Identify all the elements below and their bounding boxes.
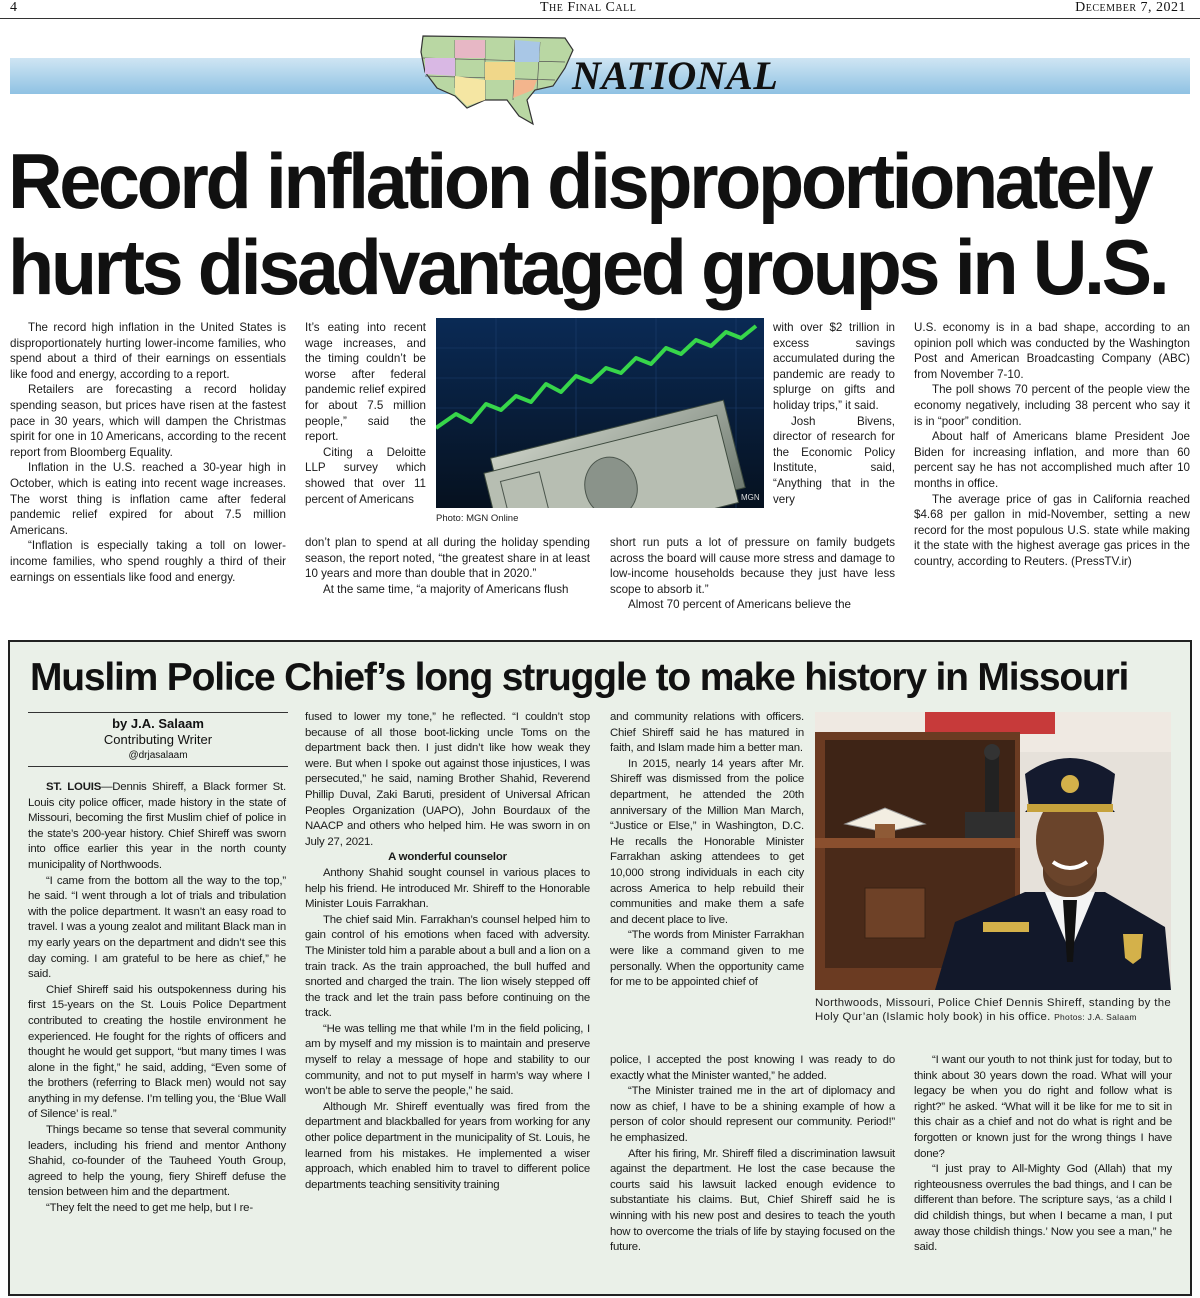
paragraph: “The Minister trained me in the art of diplomacy and now as chief, I have to be a shining example of how a person of color should represent our community. Period!” he emphasized. [610,1085,895,1144]
paragraph: “I want our youth to not think just for today, but to think about 30 years down the road. What will your legacy be when you do right and follow what is right?” he asked. “What will it be like for me to sit in this chair as a chief and not do what is right and be forgotten or known just for the wrong things I have done? [914,1054,1172,1160]
paragraph: “I just pray to All-Mighty God (Allah) that my righteousness overrules the bad things, and I can be different than before. The scripture says, ‘as a child I did childish things, but when I became a man, I put away those childish things.’ Now you see a man,” he said. [914,1163,1172,1254]
article2-column-3-top [610,710,804,991]
paragraph: “I came from the bottom all the way to the top,” he said. “I went through a lot of trials and tribulation with the police department. It wasn’t an easy road to travel. I was a young zealot and militant Black man in my early years on the department and didn’t see this day coming. I am grateful to be here as chief,” he said. [28,874,286,981]
inflation-chart-photo [436,318,764,508]
paragraph: Almost 70 percent of Americans believe the [628,598,851,612]
paragraph: It’s eating into recent wage increases, and the timing couldn’t be worse after federal pandemic relief expired for about 7.5 million people,” said the report. [305,321,426,444]
paragraph: Things became so tense that several community leaders, including his friend and mentor Anthony Shahid, co-founder of the Tauheed Youth Group, agreed to help the young, fiery Shireff defuse the tension between him and the department. [28,1124,286,1199]
paragraph: The average price of gas in California reached $4.68 per gallon in mid-November, setting a new record for the most populous U.S. state while making it the state with the highest average gas prices in the country, according to Reuters. (PressTV.ir) [914,492,1190,568]
paragraph-text: —Dennis Shireff, a Black former St. Louis city police officer, made history in the state of Missouri, becoming the first Muslim chief of police in the state’s 200-year history. Chief Shireff was sworn into office earlier this year in the north county municipality of Northwoods. [28,781,286,871]
article1-photo-credit: Photo: MGN Online [436,513,519,524]
paragraph: Josh Bivens, director of research for the Economic Policy Institute, said, “Anything that in the very [773,414,895,506]
byline-name: by J.A. Salaam [112,716,204,731]
paragraph: “He was telling me that while I’m in the field policing, I am by myself and my mission is to maintain and preserve myself to relay a message of hope and stability to our community, and not to put myself in harm’s way where I won’t be able to serve the people,” he said. [305,1022,590,1098]
byline-rule-bottom [28,766,288,767]
headline-line-2: hurts disadvantaged groups in U.S. [8,223,1167,311]
paragraph: Inflation in the U.S. reached a 30-year high in October, which is eating into recent wage increases. The worst thing is inflation came after federal pandemic relief expired for about 7.5 million Americans. [10,461,286,537]
paragraph: with over $2 trillion in excess savings accumulated during the pandemic are ready to splurge on gifts and holiday trips,” it said. [773,321,895,412]
byline-rule [28,712,288,713]
paragraph: In 2015, nearly 14 years after Mr. Shireff was dismissed from the police department, he attended the 20th anniversary of the Million Man March, “Justice or Else,” in Washington, D.C. He recalls the Honorable Minister Farrakhan asking attendees to get 10,000 strong individuals in each city across America to help rebuild their communities and make them a safe and decent place to live. [610,757,804,926]
svg-text:MGN: MGN [741,493,760,502]
article1-column-1 [10,320,286,585]
paragraph: “Inflation is especially taking a toll on lower-income families, who spend roughly a third of their earnings on essentials like food and energy. [10,539,286,584]
caption-credit: Photos: J.A. Salaam [1054,1012,1137,1022]
paragraph: police, I accepted the post knowing I was ready to do exactly what the Minister wanted,” he added. [610,1054,895,1082]
dateline: ST. LOUIS [46,781,102,793]
paragraph: Anthony Shahid sought counsel in various places to help his friend. He introduced Mr. Shireff to the Honorable Minister Louis Farrakhan. [305,866,590,911]
photo-caption [815,996,1171,1024]
article2-column-3-bottom [610,1053,895,1256]
paragraph: Although Mr. Shireff eventually was fired from the department and blackballed for years from working for any other police department in the municipality of St. Louis, he learned from his mistakes. He implemented a wiser approach, which enabled him to travel to different police departments teaching sensitivity training [305,1100,590,1191]
paragraph: fused to lower my tone,” he reflected. “I couldn’t stop because of all those boot-licking uncle Toms on the department back then. I just didn’t like how weak they were. But when I spoke out against those injustices, I was persecuted,” he said, naming Brother Shahid, Reverend Phillip Duval, Zaki Baruti, president of Universal African Peoples Organization (UAPO), John Bourdaux of the NAACP and others who helped him. He was sworn in on July 27, 2021. [305,711,590,848]
caption-text: Northwoods, Missouri, Police Chief Dennis Shireff, standing by the Holy Qur’an (Islamic holy book) in his office. [815,997,1171,1023]
page-number: 4 [10,0,18,15]
header-rule [0,18,1200,19]
paragraph: The poll shows 70 percent of the people view the economy negatively, including 38 percent who say it is in “poor” condition. [914,383,1190,428]
article2-column-1 [28,780,286,1217]
paragraph: short run puts a lot of pressure on family budgets across the board will cause more stress and damage to low-income households because they just have less scope to absorb it.” [610,536,895,596]
paragraph: and community relations with officers. Chief Shireff said he has matured in faith, and Islam made him a better man. [610,711,804,755]
paragraph: At the same time, “a majority of Americans flush [323,582,569,596]
us-map-logo [415,28,585,128]
paragraph: “They felt the need to get me help, but I re- [46,1202,253,1215]
byline-role: Contributing Writer [103,732,213,747]
article1-column-2-bottom [305,535,590,597]
section-title: NATIONAL [572,53,779,98]
article1-column-3-top [773,320,895,507]
headline-line-1: Record inflation disproportionately [8,137,1151,225]
paragraph: U.S. economy is in a bad shape, according to an opinion poll which was conducted by the Washington Post and American Broadcasting Company (ABC) from November 7-10. [914,321,1190,381]
article2-headline: Muslim Police Chief’s long struggle to make history in Missouri [30,656,1129,699]
byline-handle: @drjasalaam [128,750,188,761]
paragraph: The record high inflation in the United States is disproportionately hurting lower-income families, who spend about a third of their earnings on essentials like food and energy, according to a report. [10,321,286,381]
police-chief-photo [815,712,1171,990]
issue-date: December 7, 2021 [1075,0,1186,15]
paragraph: The chief said Min. Farrakhan’s counsel helped him to gain control of his emotions when faced with adversity. The Minister told him a parable about a bull and a lion on a train track. As the train approached, the bull huffed and snorted and charged the train. The lion wisely stepped off the track and let the train pass before continuing on the track. [305,913,590,1020]
paragraph: Retailers are forecasting a record holiday spending season, but prices have risen at the fastest pace in 30 years, which will dampen the Christmas spirit for one in 10 Americans, according to the recent report from Bloomberg Equality. [10,383,286,459]
paragraph: Citing a Deloitte LLP survey which showed that over 11 percent of Americans [305,445,426,506]
paragraph: Chief Shireff said his outspokenness during his first 15-years on the St. Louis Police Department contributed to creating the hostile environment he experienced. He fought for the rights of officers and thought he would get support, “but many times I was alone in the fight,” he said, adding, “Even some of the brothers (referring to Black men) would not say anything in my defense. I’m telling you, the ‘Blue Wall of Silence’ is real.” [28,983,286,1121]
paragraph: About half of Americans blame President Joe Biden for increasing inflation, and more than 60 percent say he has not accomplished much after 10 months in office. [914,430,1190,490]
article2-column-2 [305,710,590,1193]
article1-column-3-bottom [610,535,895,613]
subheading: A wonderful counselor [388,851,507,864]
paragraph: don’t plan to spend at all during the holiday spending season, the report noted, “the greatest share in at least 10 years and more than double that in 2020.” [305,536,590,581]
article2-column-4 [914,1053,1172,1256]
article1-column-4 [914,320,1190,570]
paragraph: “The words from Minister Farrakhan were like a command given to me personally. When the opportunity came for me to be appointed chief of [610,929,804,989]
paragraph: After his firing, Mr. Shireff filed a discrimination lawsuit against the department. He lost the case because the courts said his lawsuit lacked enough evidence to substantiate his claims. But, Chief Shireff said he is winning with his new post and desires to teach the youth how to overcome the trials of life by staying focused on the future. [610,1147,895,1254]
article1-column-2-top [305,320,426,507]
publication-name: The Final Call [540,0,637,15]
